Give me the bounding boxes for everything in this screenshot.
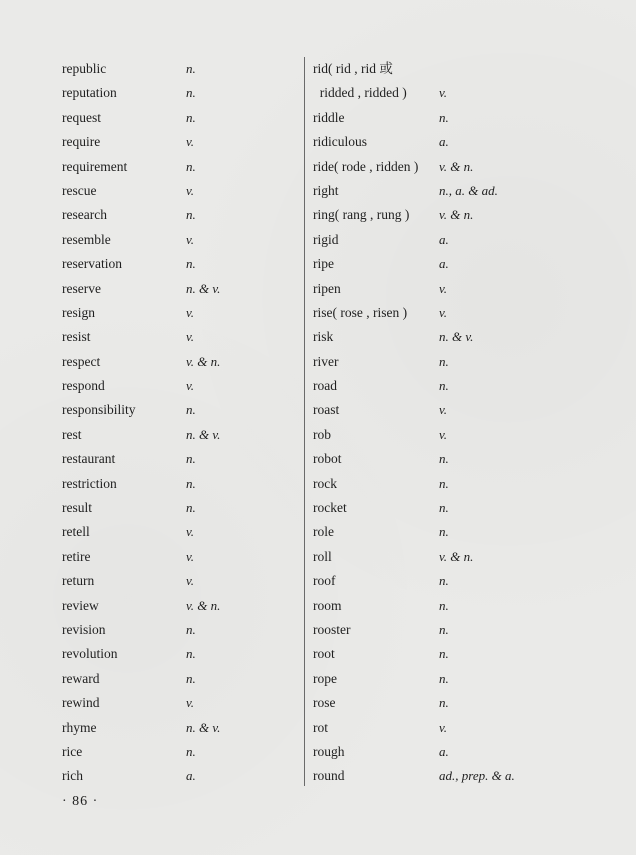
entry-word: retell (62, 524, 90, 540)
entry-word: resign (62, 304, 95, 320)
entry-word: responsibility (62, 402, 136, 418)
entry-part-of-speech: n. (439, 646, 449, 662)
entry-word: reservation (62, 256, 122, 272)
entry-word: round (313, 768, 345, 784)
entry-word: resemble (62, 231, 111, 247)
list-item (313, 520, 613, 544)
entry-part-of-speech: n. (439, 597, 449, 613)
list-item (62, 594, 292, 618)
entry-word: revision (62, 621, 106, 637)
entry-word: ridded , ridded ) (313, 85, 407, 101)
list-item (313, 740, 613, 764)
entry-word: ripen (313, 280, 341, 296)
list-item (62, 569, 292, 593)
list-item (62, 618, 292, 642)
entry-word: rock (313, 475, 337, 491)
entry-part-of-speech: n. (439, 451, 449, 467)
list-item (313, 447, 613, 471)
entry-word: resist (62, 329, 91, 345)
entry-part-of-speech: n. (186, 621, 196, 637)
entry-part-of-speech: n. (186, 109, 196, 125)
entry-word: result (62, 500, 92, 516)
entry-word: rest (62, 426, 82, 442)
entry-word: rigid (313, 231, 339, 247)
list-item (62, 130, 292, 154)
list-item (313, 398, 613, 422)
entry-part-of-speech: n. (186, 61, 196, 76)
list-item (313, 228, 613, 252)
list-item (313, 618, 613, 642)
entry-part-of-speech: n. (186, 158, 196, 174)
entry-word: restriction (62, 475, 117, 491)
list-item (313, 155, 613, 179)
entry-part-of-speech: v. (439, 402, 448, 418)
list-item (62, 325, 292, 349)
entry-part-of-speech: a. (439, 256, 449, 272)
entry-part-of-speech: n. & v. (439, 329, 474, 345)
list-item (62, 301, 292, 325)
list-item (62, 472, 292, 496)
entry-part-of-speech: v. (186, 378, 195, 394)
entry-part-of-speech: n. (186, 743, 196, 759)
entry-part-of-speech: n. (186, 646, 196, 662)
entry-part-of-speech: n. (186, 402, 196, 418)
entry-part-of-speech: v. & n. (439, 548, 474, 564)
list-item (62, 106, 292, 130)
list-item (313, 130, 613, 154)
list-item (313, 667, 613, 691)
entry-word: review (62, 597, 99, 613)
entry-word: rooster (313, 621, 351, 637)
entry-word: restaurant (62, 451, 116, 467)
entry-word: rough (313, 743, 345, 759)
entry-part-of-speech: n. (439, 500, 449, 516)
list-item (62, 155, 292, 179)
entry-word: rot (313, 719, 328, 735)
entry-part-of-speech: n. (439, 109, 449, 125)
entry-word: road (313, 378, 337, 394)
entry-part-of-speech: v. (439, 719, 448, 735)
entry-part-of-speech: v. (439, 280, 448, 296)
entry-part-of-speech: n. & v. (186, 280, 221, 296)
entry-word: rescue (62, 182, 97, 198)
list-item (62, 398, 292, 422)
entry-part-of-speech: v. & n. (186, 597, 221, 613)
entry-part-of-speech: a. (186, 768, 196, 784)
entry-word: room (313, 597, 342, 613)
list-item (62, 350, 292, 374)
entry-word: rid( rid , rid 或 (313, 61, 393, 76)
entry-part-of-speech: n. (439, 695, 449, 711)
list-item (313, 545, 613, 569)
entry-word: ride( rode , ridden ) (313, 158, 419, 174)
entry-part-of-speech: v. (439, 426, 448, 442)
entry-word: right (313, 182, 339, 198)
column-divider (304, 57, 305, 786)
list-item (62, 716, 292, 740)
list-item (62, 179, 292, 203)
list-item (62, 740, 292, 764)
entry-word: rose (313, 695, 336, 711)
entry-word: robot (313, 451, 342, 467)
entry-part-of-speech: n. (186, 207, 196, 223)
list-item (313, 472, 613, 496)
list-item (62, 764, 292, 788)
entry-part-of-speech: v. (186, 548, 195, 564)
entry-part-of-speech: n. (439, 378, 449, 394)
entry-word: retire (62, 548, 91, 564)
entry-word: respond (62, 378, 105, 394)
page-number: · 86 · (62, 794, 99, 809)
list-item (313, 277, 613, 301)
entry-part-of-speech: n. (439, 670, 449, 686)
entry-part-of-speech: n. (186, 256, 196, 272)
entry-word: root (313, 646, 335, 662)
entry-part-of-speech: n. (186, 500, 196, 516)
list-item (313, 374, 613, 398)
entry-part-of-speech: n. (186, 670, 196, 686)
entry-part-of-speech: n. (439, 573, 449, 589)
entry-word: reward (62, 670, 100, 686)
list-item (313, 350, 613, 374)
entry-word: research (62, 207, 107, 223)
entry-part-of-speech: v. (186, 573, 195, 589)
entry-part-of-speech: v. (186, 304, 195, 320)
entry-word: rocket (313, 500, 347, 516)
list-item (313, 642, 613, 666)
list-item (62, 545, 292, 569)
left-word-column (62, 57, 292, 789)
entry-part-of-speech: v. & n. (186, 353, 221, 369)
list-item (62, 277, 292, 301)
list-item (313, 179, 613, 203)
entry-word: respect (62, 353, 101, 369)
entry-word: reserve (62, 280, 101, 296)
list-item (313, 764, 613, 788)
entry-part-of-speech: n. & v. (186, 719, 221, 735)
entry-word: role (313, 524, 334, 540)
entry-word: rice (62, 743, 83, 759)
list-item (62, 447, 292, 471)
list-item (313, 594, 613, 618)
entry-part-of-speech: v. & n. (439, 207, 474, 223)
list-item (62, 667, 292, 691)
list-item (313, 423, 613, 447)
list-item (313, 691, 613, 715)
entry-part-of-speech: v. (439, 304, 448, 320)
entry-part-of-speech: ad., prep. & a. (439, 768, 515, 784)
entry-word: republic (62, 61, 107, 76)
entry-part-of-speech: v. (186, 329, 195, 345)
list-item (62, 374, 292, 398)
entry-word: request (62, 109, 101, 125)
entry-part-of-speech: n. (186, 475, 196, 491)
entry-part-of-speech: n. (186, 451, 196, 467)
list-item (62, 423, 292, 447)
list-item (62, 228, 292, 252)
entry-part-of-speech: n. & v. (186, 426, 221, 442)
list-item (313, 57, 613, 81)
entry-part-of-speech: a. (439, 231, 449, 247)
entry-part-of-speech: a. (439, 743, 449, 759)
list-item (62, 496, 292, 520)
right-word-column (313, 57, 613, 789)
entry-word: requirement (62, 158, 128, 174)
entry-part-of-speech: a. (439, 134, 449, 150)
entry-word: rob (313, 426, 331, 442)
list-item (313, 203, 613, 227)
list-item (62, 81, 292, 105)
list-item (62, 642, 292, 666)
entry-part-of-speech: n. (439, 475, 449, 491)
entry-part-of-speech: n. (186, 85, 196, 101)
entry-word: risk (313, 329, 334, 345)
list-item (62, 520, 292, 544)
entry-part-of-speech: v. (186, 695, 195, 711)
entry-word: rise( rose , risen ) (313, 304, 408, 320)
list-item (313, 106, 613, 130)
entry-word: reputation (62, 85, 117, 101)
list-item (313, 252, 613, 276)
entry-word: rewind (62, 695, 100, 711)
entry-part-of-speech: v. (186, 182, 195, 198)
list-item (313, 81, 613, 105)
list-item (62, 252, 292, 276)
entry-word: rope (313, 670, 337, 686)
entry-word: ridiculous (313, 134, 367, 150)
entry-part-of-speech: v. (186, 134, 195, 150)
entry-word: river (313, 353, 339, 369)
list-item (313, 496, 613, 520)
entry-part-of-speech: n. (439, 524, 449, 540)
entry-part-of-speech: v. (439, 85, 448, 101)
entry-word: ripe (313, 256, 334, 272)
entry-part-of-speech: v. & n. (439, 158, 474, 174)
list-item (313, 569, 613, 593)
entry-word: roast (313, 402, 340, 418)
entry-word: riddle (313, 109, 345, 125)
list-item (62, 691, 292, 715)
entry-word: roll (313, 548, 332, 564)
entry-part-of-speech: v. (186, 231, 195, 247)
list-item (313, 325, 613, 349)
entry-word: return (62, 573, 95, 589)
entry-word: rhyme (62, 719, 97, 735)
entry-word: rich (62, 768, 83, 784)
list-item (62, 203, 292, 227)
entry-part-of-speech: n. (439, 621, 449, 637)
entry-word: ring( rang , rung ) (313, 207, 410, 223)
entry-word: roof (313, 573, 336, 589)
entry-part-of-speech: n., a. & ad. (439, 182, 498, 198)
list-item (313, 301, 613, 325)
list-item (313, 716, 613, 740)
entry-part-of-speech: n. (439, 353, 449, 369)
entry-part-of-speech: v. (186, 524, 195, 540)
entry-word: require (62, 134, 101, 150)
entry-word: revolution (62, 646, 118, 662)
list-item (62, 57, 292, 81)
